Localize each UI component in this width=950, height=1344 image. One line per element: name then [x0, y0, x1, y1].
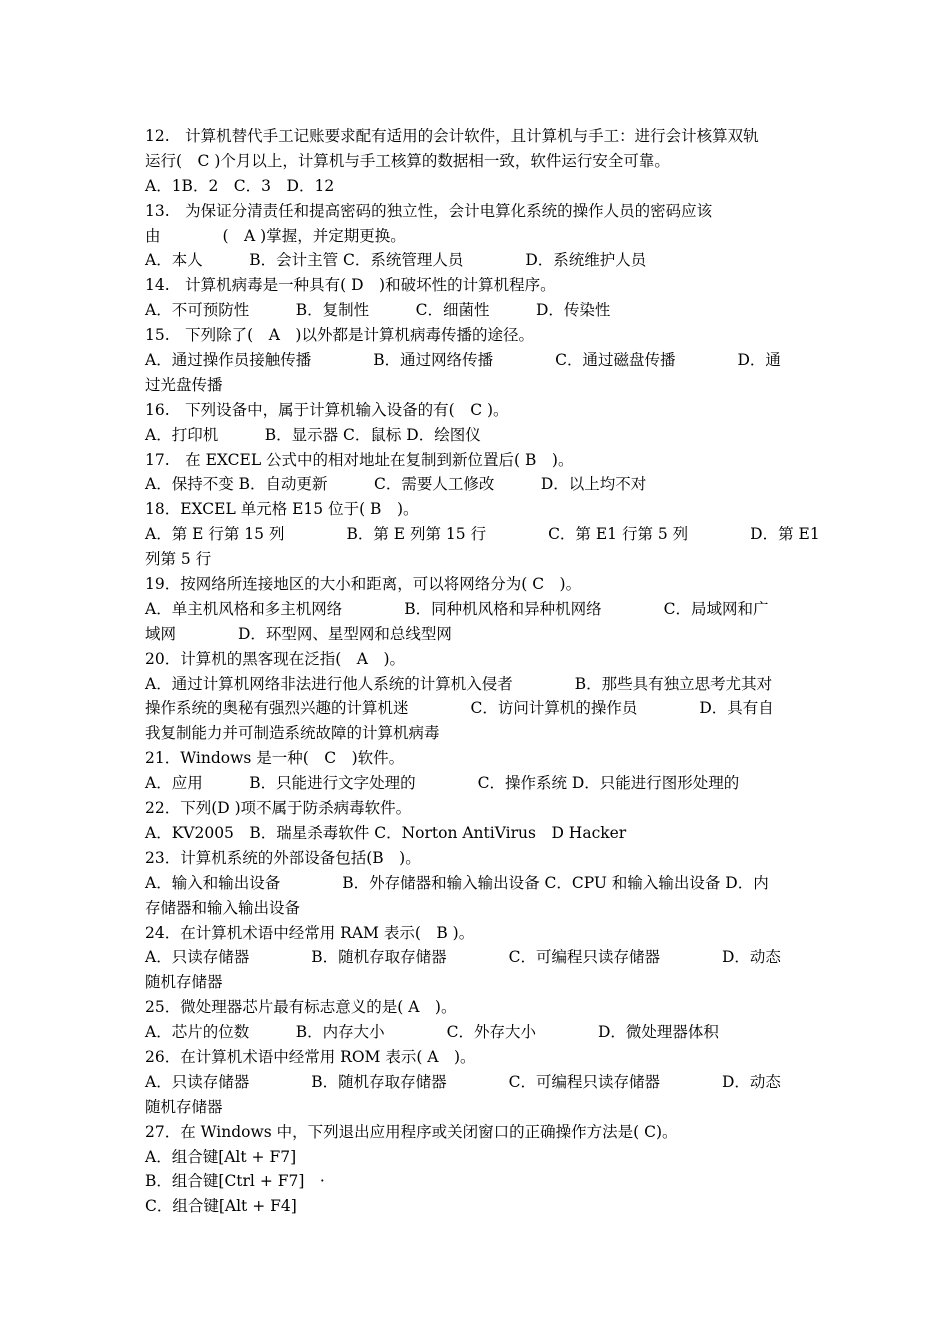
question-15-options-line-1: A．通过操作员接触传播 B．通过网络传播 C．通过磁盘传播 D．通	[145, 351, 781, 370]
question-15-options-line-2: 过光盘传播	[145, 375, 223, 394]
question-12-text-line-2: 运行( C )个月以上，计算机与手工核算的数据相一致，软件运行安全可靠。	[145, 151, 670, 170]
question-24-options-line-1: A．只读存储器 B．随机存取存储器 C．可编程只读存储器 D．动态	[145, 948, 781, 967]
question-27-option-b: B．组合键[Ctrl + F7] ·	[145, 1172, 325, 1191]
question-20-options-line-3: 我复制能力并可制造系统故障的计算机病毒	[145, 724, 440, 743]
question-26-text: 26．在计算机术语中经常用 ROM 表示( A )。	[145, 1047, 476, 1066]
question-22-options: A．KV2005 B．瑞星杀毒软件 C．Norton AntiVirus D Hacker	[145, 823, 627, 842]
question-19-text: 19．按网络所连接地区的大小和距离，可以将网络分为( C )。	[145, 575, 582, 594]
question-27-option-c: C．组合键[Alt + F4]	[145, 1197, 297, 1216]
question-12-text-line-1: 12. 计算机替代手工记账要求配有适用的会计软件，且计算机与手工：进行会计核算双轨	[145, 127, 759, 145]
question-13-text-line-2: 由 ( A )掌握，并定期更换。	[145, 226, 406, 245]
question-19-options-line-2: 域网 D．环型网、星型网和总线型网	[145, 624, 452, 643]
question-26-options-line-1: A．只读存储器 B．随机存取存储器 C．可编程只读存储器 D．动态	[145, 1072, 781, 1091]
question-18-text: 18．EXCEL 单元格 E15 位于( B )。	[145, 500, 419, 519]
question-19-options-line-1: A．单主机风格和多主机网络 B．同种机风格和异种机网络 C．局域网和广	[145, 599, 769, 618]
question-18-options-line-1: A．第 E 行第 15 列 B．第 E 列第 15 行 C．第 E1 行第 5 列 D．第 E1	[145, 525, 820, 544]
document-page	[145, 124, 820, 1219]
question-24-options-line-2: 随机存储器	[145, 973, 223, 992]
question-21-options: A．应用 B．只能进行文字处理的 C．操作系统 D．只能进行图形处理的	[145, 774, 740, 793]
question-17-options: A．保持不变 B．自动更新 C．需要人工修改 D．以上均不对	[145, 475, 647, 494]
question-22-text: 22．下列(D )项不属于防杀病毒软件。	[145, 799, 412, 818]
question-25-options: A．芯片的位数 B．内存大小 C．外存大小 D．微处理器体积	[145, 1023, 719, 1042]
question-27-option-a: A．组合键[Alt + F7]	[145, 1147, 297, 1166]
question-24-text: 24．在计算机术语中经常用 RAM 表示( B )。	[145, 923, 475, 942]
question-18-options-line-2: 列第 5 行	[145, 550, 212, 569]
question-26-options-line-2: 随机存储器	[145, 1097, 223, 1116]
question-13-options: A．本人 B．会计主管 C．系统管理人员 D．系统维护人员	[145, 251, 647, 270]
question-12-options: A．1B．2 C．3 D．12	[145, 176, 335, 195]
question-27-text: 27．在 Windows 中，下列退出应用程序或关闭窗口的正确操作方法是( C)。	[145, 1122, 678, 1141]
question-23-options-line-1: A．输入和输出设备 B．外存储器和输入输出设备 C．CPU 和输入输出设备 D．内	[145, 873, 769, 892]
question-14-options: A．不可预防性 B．复制性 C．细菌性 D．传染性	[145, 301, 611, 320]
question-14-text: 14. 计算机病毒是一种具有( D )和破坏性的计算机程序。	[145, 276, 556, 295]
question-20-text: 20．计算机的黑客现在泛指( A )。	[145, 649, 406, 668]
question-16-text: 16. 下列设备中，属于计算机输入设备的有( C )。	[145, 400, 509, 419]
question-21-text: 21．Windows 是一种( C )软件。	[145, 749, 405, 768]
question-17-text: 17. 在 EXCEL 公式中的相对地址在复制到新位置后( B )。	[145, 450, 574, 469]
question-23-options-line-2: 存储器和输入输出设备	[145, 898, 301, 917]
question-23-text: 23．计算机系统的外部设备包括(B )。	[145, 848, 421, 867]
question-16-options: A．打印机 B．显示器 C．鼠标 D．绘图仪	[145, 425, 481, 444]
question-20-options-line-2: 操作系统的奥秘有强烈兴趣的计算机迷 C．访问计算机的操作员 D．具有自	[145, 699, 774, 718]
question-20-options-line-1: A．通过计算机网络非法进行他人系统的计算机入侵者 B．那些具有独立思考尤其对	[145, 674, 773, 693]
question-13-text-line-1: 13. 为保证分清责任和提高密码的独立性，会计电算化系统的操作人员的密码应该	[145, 201, 713, 220]
question-15-text: 15. 下列除了( A )以外都是计算机病毒传播的途径。	[145, 326, 534, 345]
question-25-text: 25．微处理器芯片最有标志意义的是( A )。	[145, 998, 457, 1017]
